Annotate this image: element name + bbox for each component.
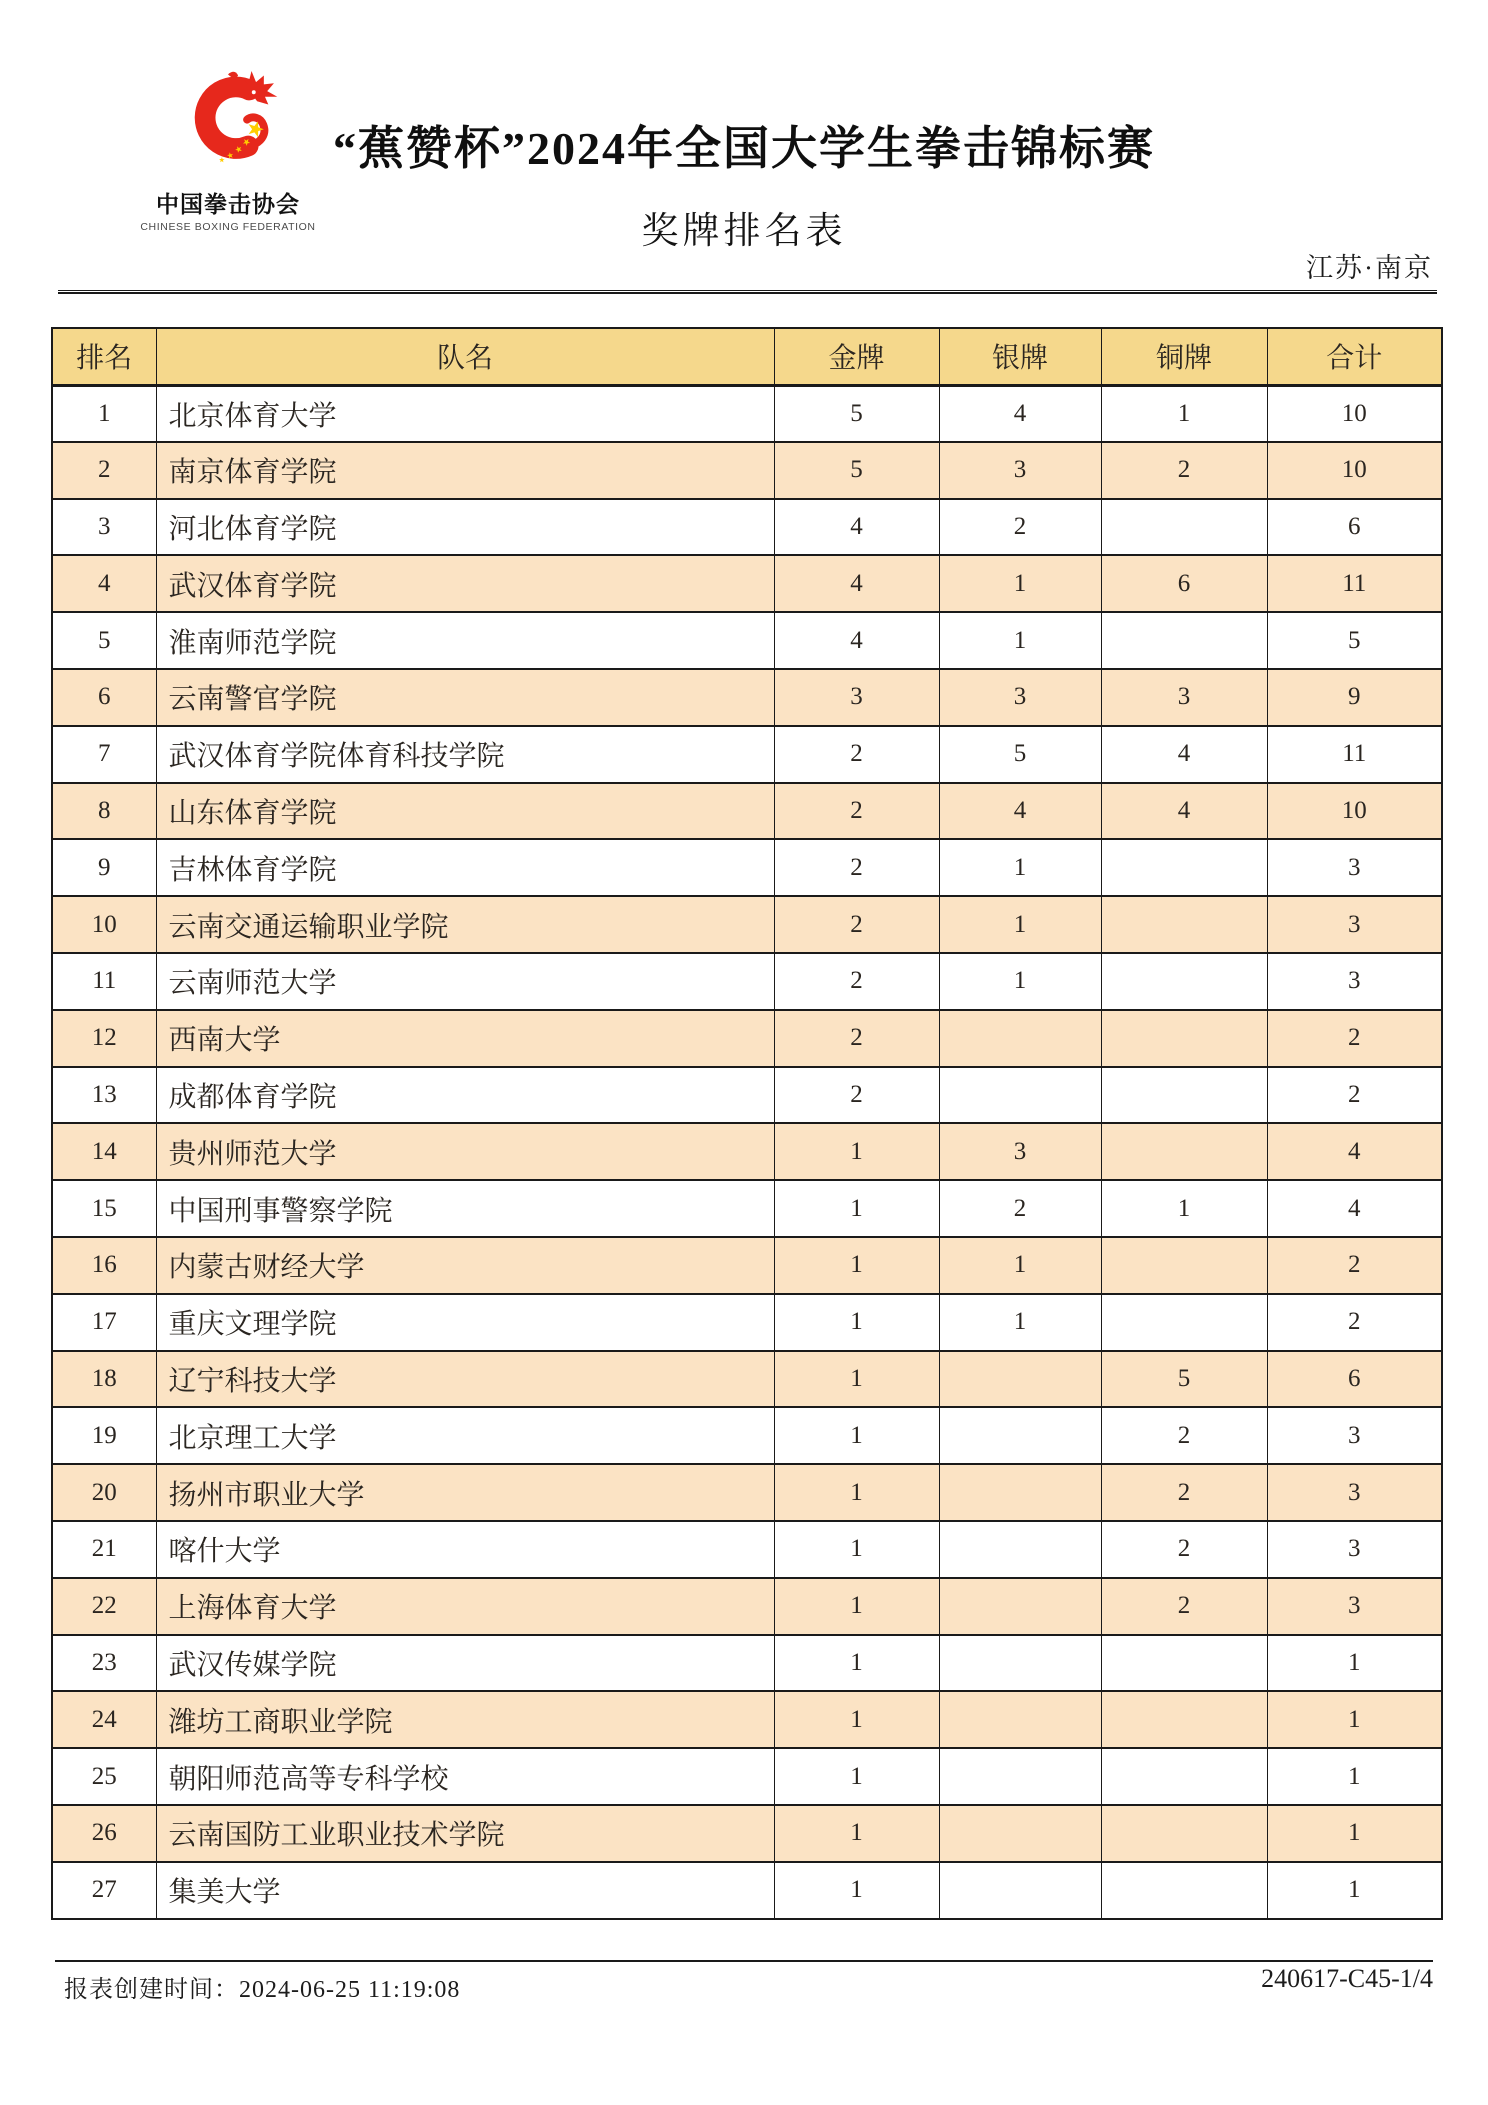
- col-header-bronze: 铜牌: [1101, 328, 1267, 385]
- cell-rank: 9: [52, 839, 156, 896]
- table-row: [52, 555, 1442, 612]
- cell-silver: 1: [939, 896, 1101, 953]
- cell-rank: 22: [52, 1578, 156, 1635]
- table-row: [52, 726, 1442, 783]
- cell-silver: [939, 1635, 1101, 1692]
- cell-silver: [939, 1521, 1101, 1578]
- cell-team: 重庆文理学院: [156, 1294, 774, 1351]
- cell-team: 扬州市职业大学: [156, 1464, 774, 1521]
- cell-rank: 19: [52, 1407, 156, 1464]
- cell-total: 1: [1267, 1805, 1442, 1862]
- cell-total: 10: [1267, 783, 1442, 840]
- cell-silver: [939, 1805, 1101, 1862]
- col-header-total: 合计: [1267, 328, 1442, 385]
- cell-rank: 24: [52, 1691, 156, 1748]
- cell-rank: 21: [52, 1521, 156, 1578]
- cell-silver: 1: [939, 1294, 1101, 1351]
- cell-bronze: [1101, 1294, 1267, 1351]
- cell-bronze: [1101, 1010, 1267, 1067]
- cell-bronze: 2: [1101, 1521, 1267, 1578]
- col-header-silver: 银牌: [939, 328, 1101, 385]
- table-row: [52, 839, 1442, 896]
- cell-team: 辽宁科技大学: [156, 1351, 774, 1408]
- cell-gold: 2: [774, 726, 939, 783]
- cell-silver: 1: [939, 839, 1101, 896]
- cell-bronze: [1101, 839, 1267, 896]
- cell-silver: [939, 1351, 1101, 1408]
- table-row: [52, 1294, 1442, 1351]
- cell-silver: [939, 1010, 1101, 1067]
- cell-total: 9: [1267, 669, 1442, 726]
- cell-gold: 1: [774, 1180, 939, 1237]
- org-name-en: CHINESE BOXING FEDERATION: [140, 221, 316, 233]
- cell-total: 10: [1267, 385, 1442, 442]
- cell-team: 中国刑事警察学院: [156, 1180, 774, 1237]
- cell-rank: 18: [52, 1351, 156, 1408]
- cell-silver: 1: [939, 555, 1101, 612]
- cell-team: 山东体育学院: [156, 783, 774, 840]
- header-divider: [58, 290, 1437, 294]
- cell-team: 南京体育学院: [156, 442, 774, 499]
- table-row: [52, 896, 1442, 953]
- cell-rank: 23: [52, 1635, 156, 1692]
- cell-total: 3: [1267, 839, 1442, 896]
- cell-total: 6: [1267, 1351, 1442, 1408]
- cell-bronze: 4: [1101, 783, 1267, 840]
- cell-gold: 2: [774, 783, 939, 840]
- cell-bronze: 2: [1101, 1464, 1267, 1521]
- cell-rank: 10: [52, 896, 156, 953]
- cell-bronze: 2: [1101, 1578, 1267, 1635]
- cell-total: 1: [1267, 1691, 1442, 1748]
- cell-rank: 2: [52, 442, 156, 499]
- cell-total: 3: [1267, 896, 1442, 953]
- cell-gold: 2: [774, 839, 939, 896]
- cell-total: 3: [1267, 1464, 1442, 1521]
- cell-team: 上海体育大学: [156, 1578, 774, 1635]
- footer-divider: [55, 1960, 1433, 1962]
- table-row: [52, 1180, 1442, 1237]
- cell-rank: 13: [52, 1067, 156, 1124]
- cell-team: 成都体育学院: [156, 1067, 774, 1124]
- cell-rank: 12: [52, 1010, 156, 1067]
- report-created-time: 报表创建时间：2024-06-25 11:19:08: [64, 1977, 461, 2003]
- cell-gold: 1: [774, 1862, 939, 1919]
- cell-silver: 3: [939, 669, 1101, 726]
- cell-silver: 4: [939, 783, 1101, 840]
- medal-ranking-table: [51, 327, 1443, 1920]
- cell-gold: 2: [774, 896, 939, 953]
- cell-gold: 2: [774, 1010, 939, 1067]
- medal-table-body: [52, 385, 1442, 1919]
- table-row: [52, 1691, 1442, 1748]
- table-row: [52, 1464, 1442, 1521]
- cell-bronze: [1101, 1067, 1267, 1124]
- cell-bronze: 4: [1101, 726, 1267, 783]
- cell-silver: [939, 1862, 1101, 1919]
- cell-team: 淮南师范学院: [156, 612, 774, 669]
- cell-team: 西南大学: [156, 1010, 774, 1067]
- cell-silver: 3: [939, 1123, 1101, 1180]
- org-name-cn: 中国拳击协会: [156, 191, 300, 217]
- cell-bronze: [1101, 1635, 1267, 1692]
- cell-total: 2: [1267, 1067, 1442, 1124]
- cell-bronze: 5: [1101, 1351, 1267, 1408]
- col-header-gold: 金牌: [774, 328, 939, 385]
- table-row: [52, 1521, 1442, 1578]
- col-header-rank: 排名: [52, 328, 156, 385]
- cell-bronze: [1101, 1123, 1267, 1180]
- cell-total: 10: [1267, 442, 1442, 499]
- cell-gold: 5: [774, 442, 939, 499]
- cell-silver: [939, 1691, 1101, 1748]
- cell-silver: 1: [939, 1237, 1101, 1294]
- table-row: [52, 1407, 1442, 1464]
- table-row: [52, 1805, 1442, 1862]
- table-row: [52, 1351, 1442, 1408]
- cell-rank: 5: [52, 612, 156, 669]
- cell-gold: 1: [774, 1635, 939, 1692]
- cell-silver: [939, 1407, 1101, 1464]
- table-row: [52, 783, 1442, 840]
- cell-silver: 2: [939, 1180, 1101, 1237]
- cell-team: 武汉传媒学院: [156, 1635, 774, 1692]
- table-row: [52, 385, 1442, 442]
- cell-rank: 14: [52, 1123, 156, 1180]
- cell-silver: [939, 1748, 1101, 1805]
- cell-bronze: 1: [1101, 385, 1267, 442]
- cell-rank: 26: [52, 1805, 156, 1862]
- cell-total: 1: [1267, 1862, 1442, 1919]
- cell-silver: 5: [939, 726, 1101, 783]
- cell-rank: 1: [52, 385, 156, 442]
- cell-team: 内蒙古财经大学: [156, 1237, 774, 1294]
- cell-bronze: 2: [1101, 1407, 1267, 1464]
- cell-gold: 4: [774, 612, 939, 669]
- cell-silver: 4: [939, 385, 1101, 442]
- cell-gold: 1: [774, 1407, 939, 1464]
- cell-bronze: [1101, 1691, 1267, 1748]
- cell-gold: 2: [774, 1067, 939, 1124]
- cell-team: 集美大学: [156, 1862, 774, 1919]
- cell-total: 11: [1267, 555, 1442, 612]
- report-code: 240617-C45-1/4: [1261, 1964, 1433, 1993]
- cell-team: 云南师范大学: [156, 953, 774, 1010]
- cell-total: 3: [1267, 1521, 1442, 1578]
- cell-bronze: 6: [1101, 555, 1267, 612]
- cell-total: 4: [1267, 1180, 1442, 1237]
- cell-silver: [939, 1578, 1101, 1635]
- cell-rank: 27: [52, 1862, 156, 1919]
- cell-total: 3: [1267, 953, 1442, 1010]
- cell-gold: 3: [774, 669, 939, 726]
- cell-rank: 25: [52, 1748, 156, 1805]
- table-row: [52, 1237, 1442, 1294]
- cell-total: 11: [1267, 726, 1442, 783]
- col-header-team: 队名: [156, 328, 774, 385]
- cell-team: 北京理工大学: [156, 1407, 774, 1464]
- cell-gold: 4: [774, 555, 939, 612]
- medal-table-header: [52, 328, 1442, 385]
- cell-gold: 1: [774, 1237, 939, 1294]
- table-row: [52, 442, 1442, 499]
- cell-bronze: 2: [1101, 442, 1267, 499]
- table-row: [52, 1578, 1442, 1635]
- cell-gold: 5: [774, 385, 939, 442]
- cell-gold: 1: [774, 1748, 939, 1805]
- cell-bronze: [1101, 1237, 1267, 1294]
- cell-gold: 2: [774, 953, 939, 1010]
- table-row: [52, 1862, 1442, 1919]
- cell-total: 2: [1267, 1010, 1442, 1067]
- cell-rank: 17: [52, 1294, 156, 1351]
- cell-team: 喀什大学: [156, 1521, 774, 1578]
- cell-gold: 1: [774, 1805, 939, 1862]
- cell-rank: 4: [52, 555, 156, 612]
- table-row: [52, 953, 1442, 1010]
- cell-team: 云南警官学院: [156, 669, 774, 726]
- cell-gold: 4: [774, 499, 939, 556]
- cell-team: 潍坊工商职业学院: [156, 1691, 774, 1748]
- cell-rank: 3: [52, 499, 156, 556]
- cell-silver: [939, 1464, 1101, 1521]
- table-row: [52, 612, 1442, 669]
- cell-gold: 1: [774, 1351, 939, 1408]
- cell-bronze: [1101, 896, 1267, 953]
- header-row: [52, 328, 1442, 385]
- cell-bronze: 1: [1101, 1180, 1267, 1237]
- cell-gold: 1: [774, 1294, 939, 1351]
- cell-bronze: [1101, 499, 1267, 556]
- cell-total: 5: [1267, 612, 1442, 669]
- cell-rank: 16: [52, 1237, 156, 1294]
- cell-gold: 1: [774, 1123, 939, 1180]
- cell-silver: [939, 1067, 1101, 1124]
- table-row: [52, 1748, 1442, 1805]
- cell-rank: 11: [52, 953, 156, 1010]
- cell-total: 1: [1267, 1635, 1442, 1692]
- cell-team: 云南国防工业职业技术学院: [156, 1805, 774, 1862]
- table-row: [52, 669, 1442, 726]
- page-title: “蕉赞杯”2024年全国大学生拳击锦标赛: [333, 123, 1155, 174]
- cell-total: 4: [1267, 1123, 1442, 1180]
- cell-bronze: [1101, 953, 1267, 1010]
- table-row: [52, 499, 1442, 556]
- cell-silver: 3: [939, 442, 1101, 499]
- cell-rank: 20: [52, 1464, 156, 1521]
- cell-gold: 1: [774, 1464, 939, 1521]
- cell-rank: 7: [52, 726, 156, 783]
- cell-bronze: [1101, 612, 1267, 669]
- cell-rank: 15: [52, 1180, 156, 1237]
- cell-gold: 1: [774, 1521, 939, 1578]
- cell-bronze: [1101, 1862, 1267, 1919]
- cell-total: 6: [1267, 499, 1442, 556]
- cell-team: 河北体育学院: [156, 499, 774, 556]
- cell-total: 3: [1267, 1578, 1442, 1635]
- cell-team: 贵州师范大学: [156, 1123, 774, 1180]
- cell-silver: 1: [939, 953, 1101, 1010]
- cell-bronze: [1101, 1748, 1267, 1805]
- cell-gold: 1: [774, 1691, 939, 1748]
- table-row: [52, 1010, 1442, 1067]
- cell-bronze: [1101, 1805, 1267, 1862]
- cell-total: 3: [1267, 1407, 1442, 1464]
- cell-team: 北京体育大学: [156, 385, 774, 442]
- cell-rank: 6: [52, 669, 156, 726]
- cell-gold: 1: [774, 1578, 939, 1635]
- event-location: 江苏·南京: [1306, 253, 1433, 283]
- cell-silver: 1: [939, 612, 1101, 669]
- cell-total: 1: [1267, 1748, 1442, 1805]
- table-row: [52, 1635, 1442, 1692]
- cell-team: 朝阳师范高等专科学校: [156, 1748, 774, 1805]
- cell-total: 2: [1267, 1294, 1442, 1351]
- cell-team: 云南交通运输职业学院: [156, 896, 774, 953]
- cell-total: 2: [1267, 1237, 1442, 1294]
- cell-team: 武汉体育学院: [156, 555, 774, 612]
- cell-team: 吉林体育学院: [156, 839, 774, 896]
- cell-rank: 8: [52, 783, 156, 840]
- cell-bronze: 3: [1101, 669, 1267, 726]
- cell-team: 武汉体育学院体育科技学院: [156, 726, 774, 783]
- cell-silver: 2: [939, 499, 1101, 556]
- table-row: [52, 1067, 1442, 1124]
- table-row: [52, 1123, 1442, 1180]
- page-subtitle: 奖牌排名表: [641, 211, 847, 252]
